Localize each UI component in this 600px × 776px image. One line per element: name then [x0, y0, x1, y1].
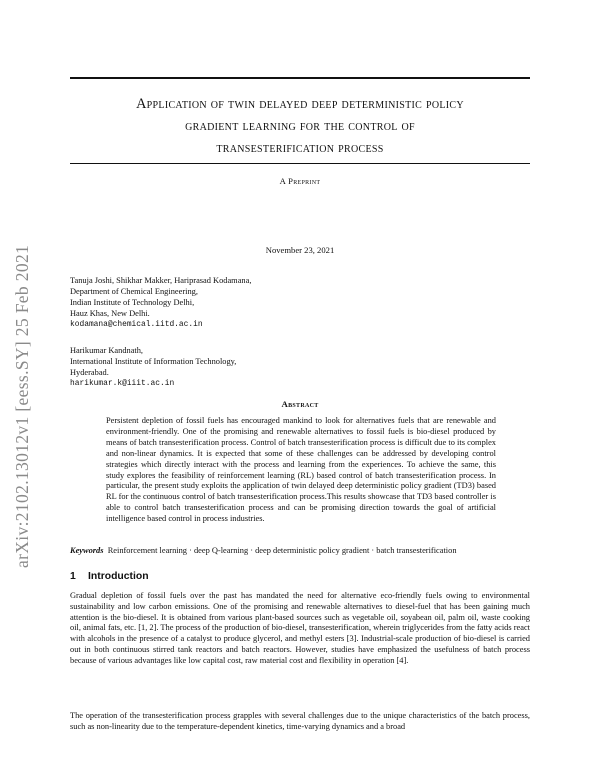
section-number: 1 [70, 571, 76, 582]
author-department: Department of Chemical Engineering, [70, 287, 198, 296]
author-names: Tanuja Joshi, Shikhar Makker, Hariprasad Kodamana, [70, 276, 252, 285]
paper-date: November 23, 2021 [265, 245, 335, 255]
keywords-label: Keywords [70, 546, 104, 555]
author-email[interactable]: harikumar.k@iiit.ac.in [70, 379, 175, 388]
author-address: Hauz Khas, New Delhi. [70, 309, 150, 318]
intro-paragraph-2: The operation of the transesterification process grapples with several challenges due to the unique characteristics of the batch process, such as non-linearity due to the temperature-dependent kinetics, time-varying dynamics and a broad [70, 711, 530, 731]
paper-title [62, 93, 538, 159]
author-institution: International Institute of Information Technology, [70, 357, 237, 366]
title-line-3: transesterification process [216, 140, 384, 156]
title-line-2: gradient learning for the control of [185, 118, 415, 134]
title-line-1: Application of twin delayed deep deterministic policy [136, 96, 464, 112]
author-institution: Indian Institute of Technology Delhi, [70, 298, 195, 307]
author-name: Harikumar Kandnath, [70, 346, 144, 355]
abstract-heading: Abstract [281, 399, 319, 409]
author-email[interactable]: kodamana@chemical.iitd.ac.in [70, 320, 203, 329]
keywords-line [70, 546, 457, 555]
author-block-2 [70, 345, 236, 389]
title-top-rule [70, 77, 530, 79]
author-city: Hyderabad. [70, 368, 109, 377]
intro-paragraph-1: Gradual depletion of fossil fuels over the past has mandated the need for alternative eco-friendly fuels owing to environmental sustainability and low carbon emissions. One of the promising and renewable alternatives to diesel-fuel that has been gaining much attention is the bio-diesel. It is obtained from various plant-based sources such as vegetable oil, soyabean oil, palm oil, waste cooking oil, animal fats, etc. [1, 2]. The process of the production of bio-diesel, transesterification, wherein triglycerides from the fatty acids react with alcohols in the presence of a catalyst to produce glycerol, and methyl esters [3]. Industrial-scale production of bio-diesel is carried out in both continuous stirred tank reactors and batch reactors. However, studies have emphasized the usefulness of batch process because of various advantages like low capital cost, raw material cost and flexibility in operation [4]. [70, 591, 530, 665]
keywords-text: Reinforcement learning · deep Q-learning · deep deterministic policy gradient · batch transesterification [107, 546, 457, 555]
author-block-1 [70, 275, 251, 330]
section-title: Introduction [88, 571, 149, 582]
section-heading-introduction [70, 571, 149, 582]
preprint-label: A Preprint [279, 176, 321, 186]
title-bottom-rule [70, 163, 530, 164]
abstract-text: Persistent depletion of fossil fuels has encouraged mankind to look for alternatives fuels that are renewable and environment-friendly. One of the promising and renewable alternatives to fossil fuels is bio-diesel produced by means of batch transesterification process. Control of batch transesterification process is difficult due to its complex and non-linear dynamics. It is expected that some of these challenges can be addressed by developing control strategies which directly interact with the process and learning from the experiences. To achieve the same, this study explores the feasibility of reinforcement learning (RL) based control of batch transesterification process. In particular, the present study exploits the application of twin delayed deep deterministic policy gradient (TD3) based RL for the continuous control of batch transesterification process.This results showcase that TD3 based controller is able to control batch transesterification process and can be promising direction towards the goal of artificial intelligence based control in process industries. [106, 416, 496, 524]
arxiv-identifier-stamp: arXiv:2102.13012v1 [eess.SY] 25 Feb 2021 [12, 244, 32, 568]
